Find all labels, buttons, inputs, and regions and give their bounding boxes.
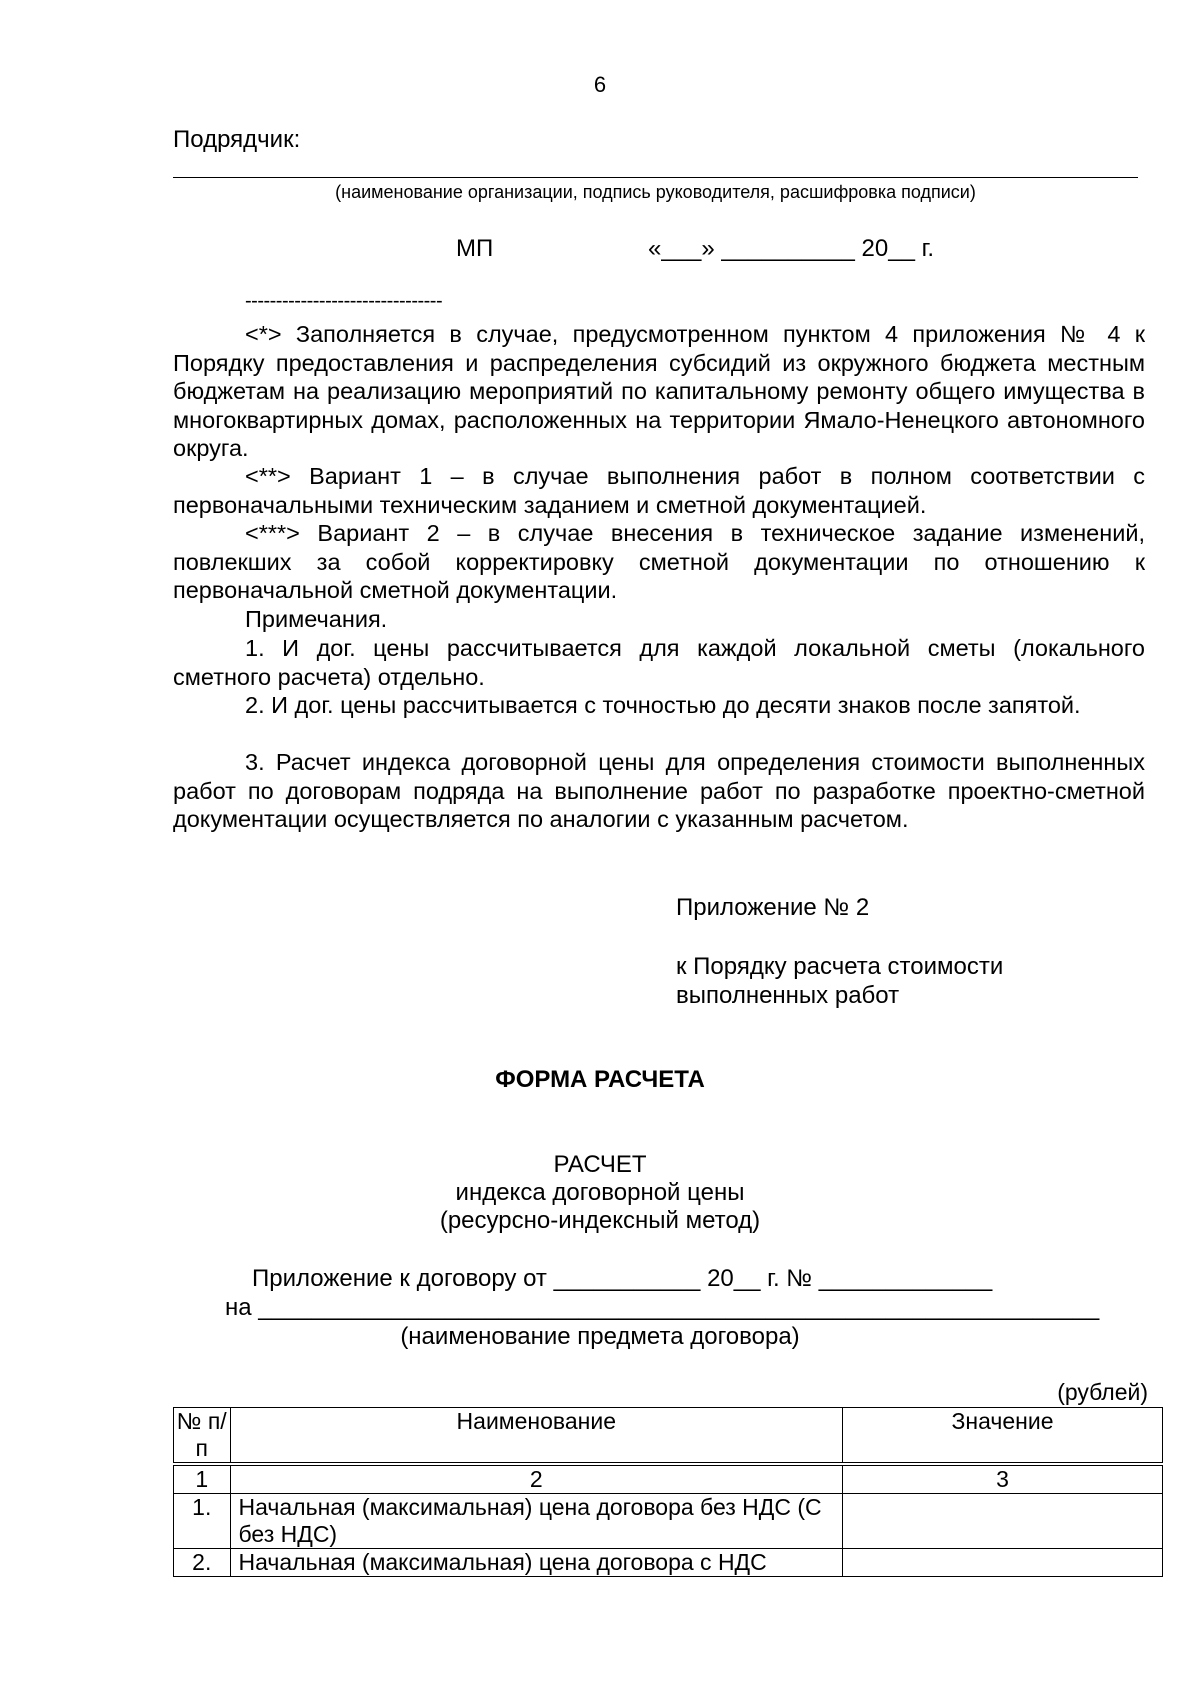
calc-heading-method: (ресурсно-индексный метод) xyxy=(439,1207,761,1234)
row-num-cell: 2. xyxy=(174,1549,231,1577)
footnote-2: <**> Вариант 1 – в случае выполнения работ в полном соответствии с первоначальными техническим заданием и сметной документацией. xyxy=(173,463,1145,518)
header-cell-num: № п/п xyxy=(174,1408,231,1465)
index-cell: 2 xyxy=(230,1464,843,1494)
calc-heading xyxy=(0,1151,1200,1235)
date-line: «___» __________ 20__ г. xyxy=(648,235,935,262)
notes-title: Примечания. xyxy=(245,606,388,632)
calc-heading-subtitle: индекса договорной цены xyxy=(455,1179,745,1206)
page-number: 6 xyxy=(593,72,607,97)
units-label: (рублей) xyxy=(1057,1379,1148,1405)
header-cell-value: Значение xyxy=(843,1408,1163,1465)
form-title: ФОРМА РАСЧЕТА xyxy=(495,1066,705,1093)
index-cell: 3 xyxy=(843,1464,1163,1494)
footnote-3: <***> Вариант 2 – в случае внесения в техническое задание изменений, повлекших за собой корректировку сметной документации по отношению к первоначальной сметной документации. xyxy=(173,520,1145,603)
calc-heading-title: РАСЧЕТ xyxy=(553,1151,647,1178)
signature-line xyxy=(173,177,1138,178)
contractor-label: Подрядчик: xyxy=(173,126,301,153)
contract-line: Приложение к договору от ___________ 20__ г. № _____________ xyxy=(252,1265,993,1292)
appendix-reference xyxy=(676,952,1003,1010)
appendix-block xyxy=(676,893,1003,1010)
row-name-cell: Начальная (максимальная) цена договора без НДС (С без НДС) xyxy=(230,1494,843,1549)
row-name-cell: Начальная (максимальная) цена договора с НДС xyxy=(230,1549,843,1577)
table-row xyxy=(174,1494,1163,1549)
stamp-label: МП xyxy=(456,235,494,262)
appendix-number: Приложение № 2 xyxy=(676,894,870,921)
row-value-cell[interactable] xyxy=(843,1549,1163,1577)
note-3: 3. Расчет индекса договорной цены для определения стоимости выполненных работ по договорам подряда на выполнение работ по разработке проектно-сметной документации осуществляется по аналогии с указанным расчетом. xyxy=(173,749,1145,832)
header-cell-name: Наименование xyxy=(230,1408,843,1465)
table-index-row xyxy=(174,1464,1163,1494)
contract-subject-line: на _______________________________________________________________ xyxy=(225,1294,1100,1321)
footnote-1: <*> Заполняется в случае, предусмотренном пунктом 4 приложения № 4 к Порядку предоставления и распределения субсидий из окружного бюджета местным бюджетам на реализацию мероприятий по капитальному ремонту общего имущества в многоквартирных домах, расположенных на территории Ямало-Ненецкого автономного округа. xyxy=(173,321,1145,461)
index-cell: 1 xyxy=(174,1464,231,1494)
appendix-reference-line: выполненных работ xyxy=(676,982,900,1009)
calc-table xyxy=(173,1407,1163,1577)
signature-caption: (наименование организации, подпись руководителя, расшифровка подписи) xyxy=(335,182,976,202)
footnote-separator: -------------------------------- xyxy=(245,290,443,312)
note-2: 2. И дог. цены рассчитывается с точностью до десяти знаков после запятой. xyxy=(245,692,1081,718)
appendix-reference-line: к Порядку расчета стоимости xyxy=(676,953,1004,980)
row-num-cell: 1. xyxy=(174,1494,231,1549)
table-header-row xyxy=(174,1408,1163,1465)
contract-subject-caption: (наименование предмета договора) xyxy=(400,1323,800,1350)
row-value-cell[interactable] xyxy=(843,1494,1163,1549)
note-1: 1. И дог. цены рассчитывается для каждой локальной сметы (локального сметного расчета) отдельно. xyxy=(173,635,1145,690)
table-row xyxy=(174,1549,1163,1577)
